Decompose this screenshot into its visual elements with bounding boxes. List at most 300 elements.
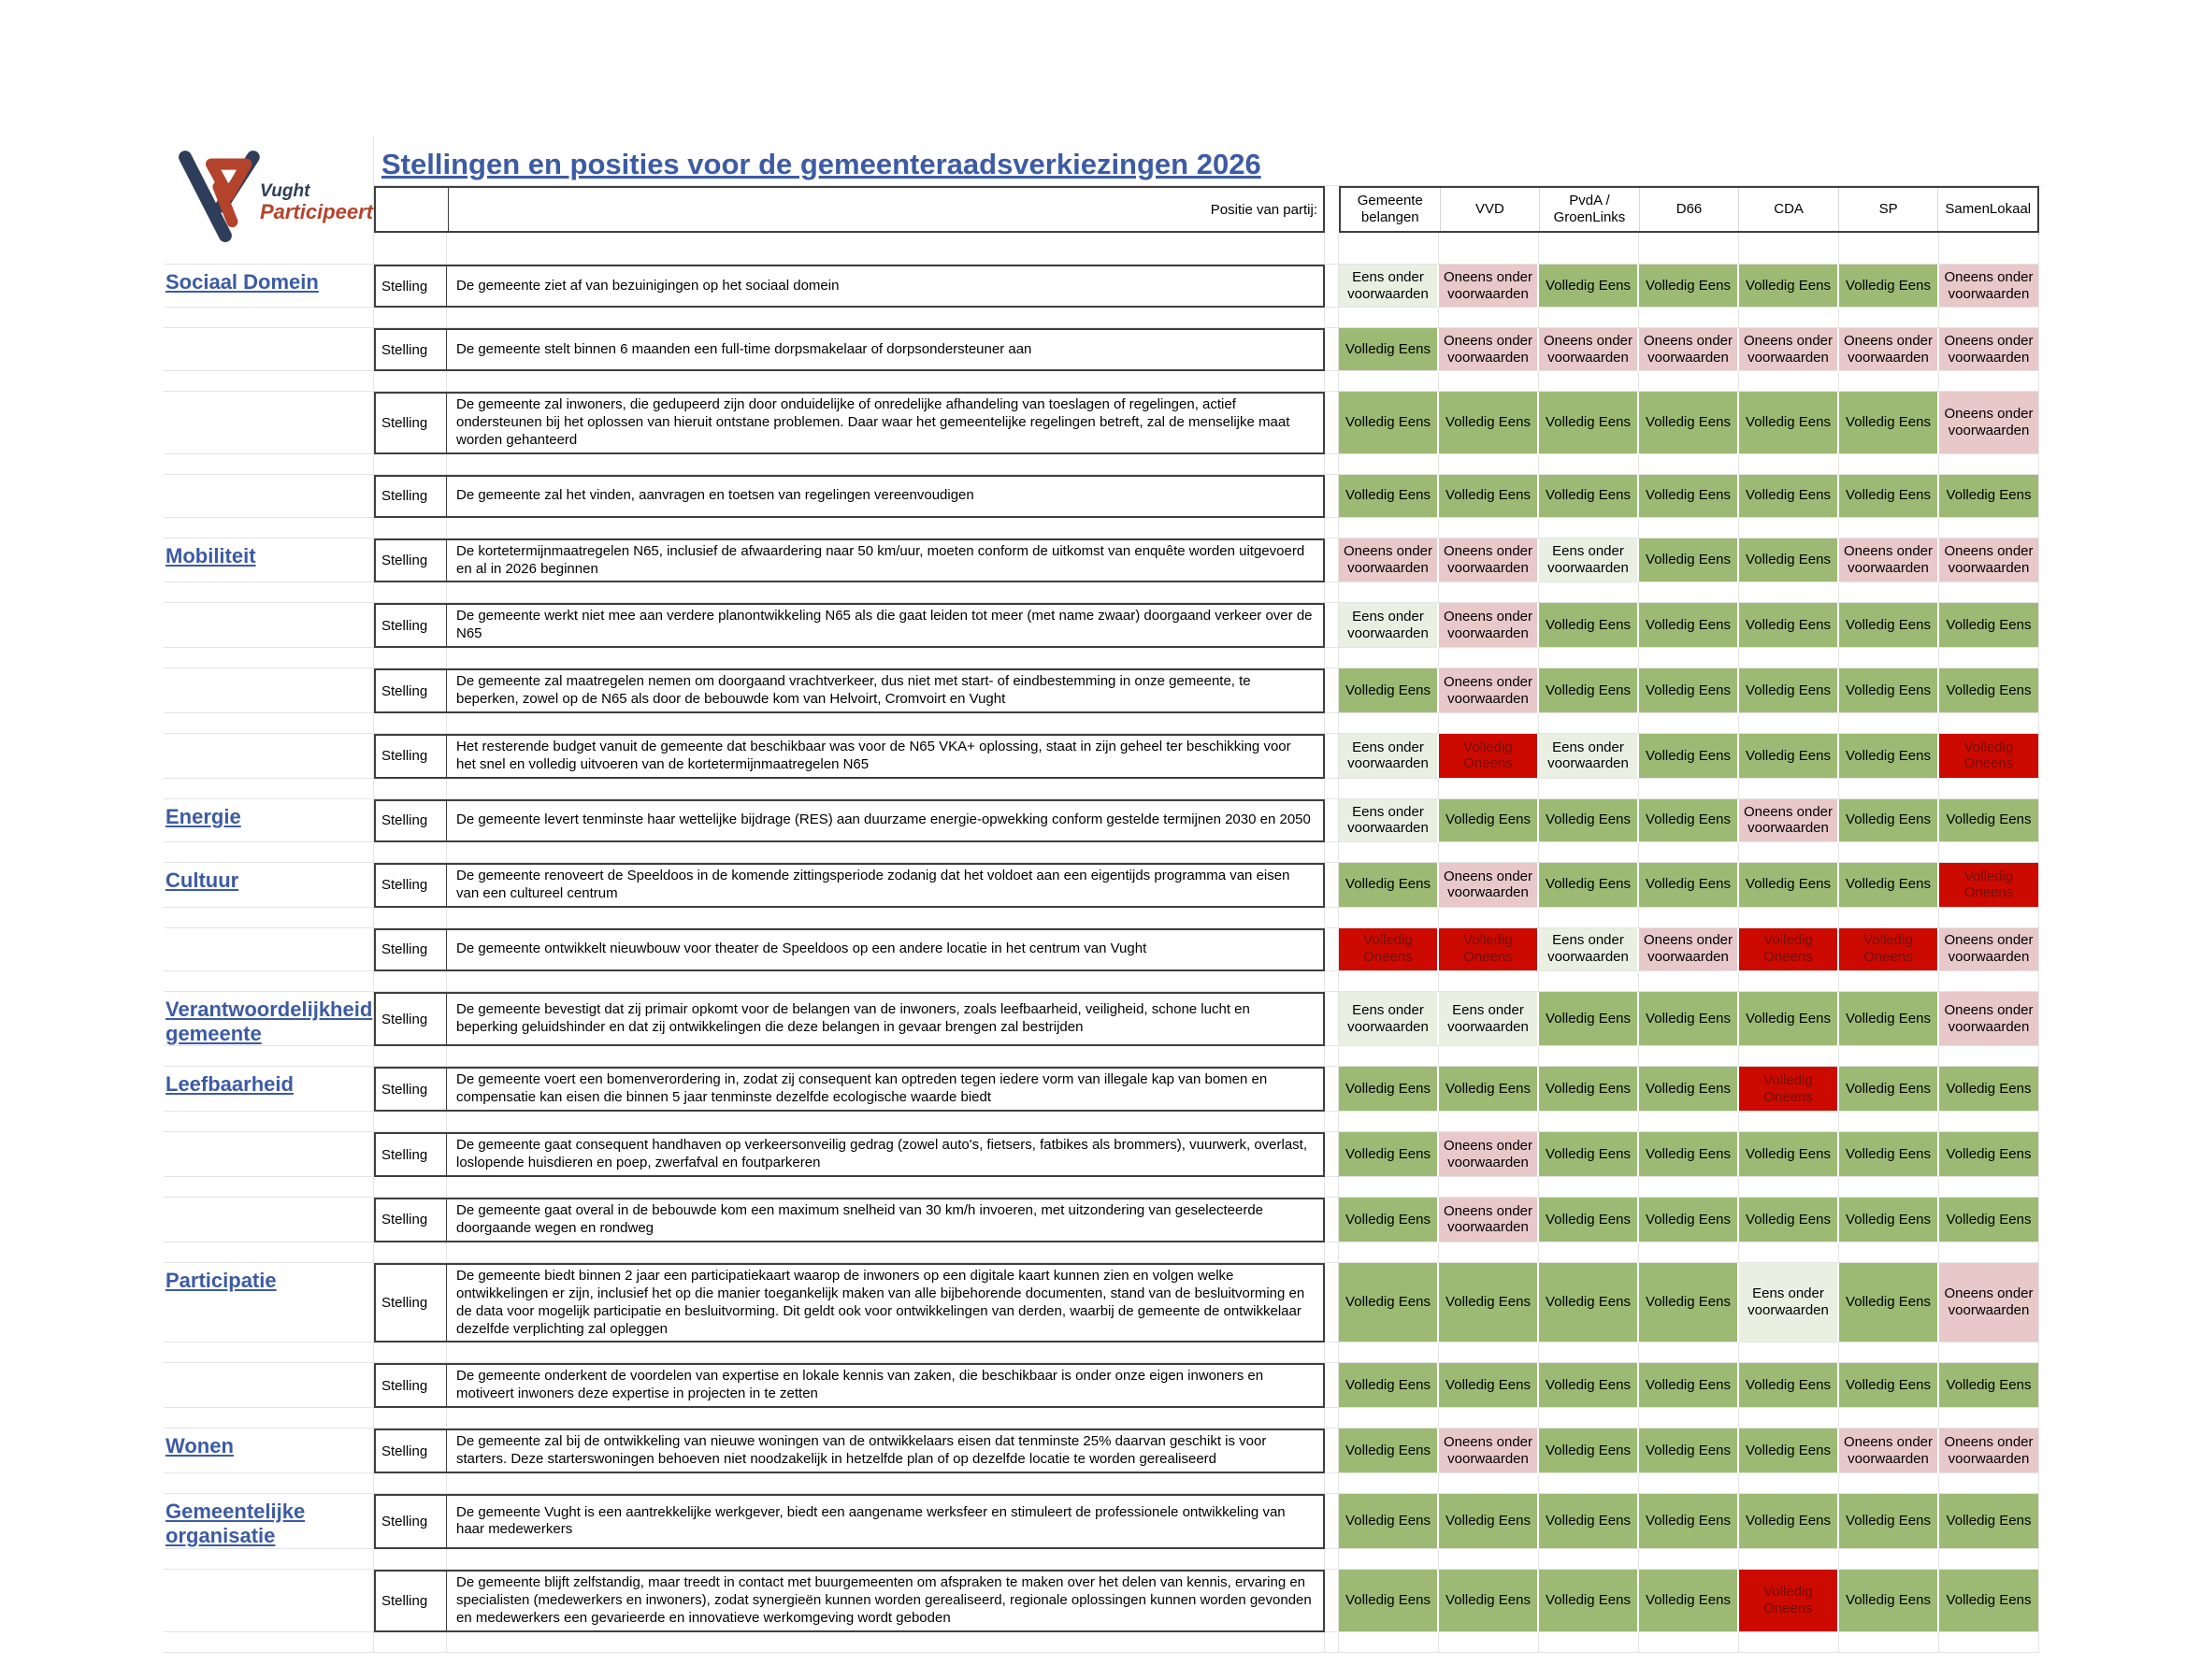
section-link[interactable]: Mobiliteit [165, 543, 256, 567]
stelling-label: Stelling [374, 928, 447, 971]
position-cell: Oneens onder voorwaarden [1439, 328, 1539, 371]
gap-cell [1325, 1263, 1339, 1343]
grid-cell [1439, 1473, 1539, 1494]
grid-cell [1739, 908, 1839, 928]
party-column-header: PvdA / GroenLinks [1540, 188, 1640, 231]
grid-cell [1739, 1408, 1839, 1429]
grid-cell [447, 582, 1325, 603]
grid-cell [1939, 713, 2039, 734]
position-cell: Volledig Eens [1739, 538, 1839, 583]
stelling-text: De kortetermijnmaatregelen N65, inclusief de afwaardering naar 50 km/uur, moeten conform de uitkomst van enquête worden uitgevoerd en al in 2026 beginnen [447, 538, 1325, 583]
vught-participeert-logo-mark [173, 141, 264, 253]
grid-cell [1839, 1549, 1939, 1570]
grid-cell [1439, 1632, 1539, 1653]
grid-cell [374, 308, 447, 328]
section-cell [164, 328, 374, 371]
grid-cell [164, 1549, 374, 1570]
grid-cell [1325, 233, 1339, 265]
grid-cell [1639, 779, 1739, 799]
section-cell [164, 475, 374, 518]
grid-cell [1325, 779, 1339, 799]
grid-cell [1739, 518, 1839, 538]
grid-cell [374, 648, 447, 668]
page-title[interactable]: Stellingen en posities voor de gemeenteraadsverkiezingen 2026 [381, 148, 1261, 180]
stelling-label: Stelling [374, 1198, 447, 1242]
grid-cell [374, 582, 447, 603]
position-cell: Volledig Oneens [1339, 928, 1439, 971]
position-cell: Oneens onder voorwaarden [1439, 1132, 1539, 1177]
stelling-text: Het resterende budget vanuit de gemeente dat beschikbaar was voor de N65 VKA+ oplossing, staat in zijn geheel ter beschikking voor het snel en volledig uitvoeren van de kortetermijnmaatregelen N65 [447, 734, 1325, 779]
grid-cell [1739, 582, 1839, 603]
grid-cell [1639, 371, 1739, 392]
statement-row [164, 603, 2041, 648]
position-cell: Volledig Eens [1339, 475, 1439, 518]
position-cell: Eens onder voorwaarden [1539, 734, 1639, 779]
position-cell: Volledig Eens [1839, 863, 1939, 908]
grid-cell [1339, 842, 1439, 863]
grid-cell [1939, 908, 2039, 928]
grid-cell [1439, 971, 1539, 992]
grid-cell [1539, 1112, 1639, 1132]
grid-cell [447, 1632, 1325, 1653]
position-cell: Volledig Eens [1739, 668, 1839, 713]
grid-cell [1325, 454, 1339, 475]
position-cell: Volledig Oneens [1739, 928, 1839, 971]
grid-cell [164, 971, 374, 992]
grid-cell [164, 582, 374, 603]
position-cell: Eens onder voorwaarden [1339, 265, 1439, 308]
grid-cell [1639, 1473, 1739, 1494]
grid-cell [164, 1112, 374, 1132]
spreadsheet [164, 136, 2041, 1653]
grid-cell [1739, 1473, 1839, 1494]
grid-cell [1439, 582, 1539, 603]
position-cell: Volledig Eens [1839, 992, 1939, 1047]
grid-cell [1439, 1046, 1539, 1067]
grid-cell [1939, 582, 2039, 603]
stelling-label: Stelling [374, 603, 447, 648]
position-cell: Volledig Eens [1639, 392, 1739, 454]
grid-cell [1639, 308, 1739, 328]
spacer-row [164, 779, 2041, 799]
grid-cell [1739, 454, 1839, 475]
position-cell: Volledig Eens [1539, 992, 1639, 1047]
section-cell [164, 928, 374, 971]
section-cell [164, 1263, 374, 1343]
grid-cell [1539, 1632, 1639, 1653]
spacer-row [164, 582, 2041, 603]
gap-cell [1325, 1198, 1339, 1242]
grid-cell [1339, 1046, 1439, 1067]
grid-cell [1939, 518, 2039, 538]
stelling-text: De gemeente biedt binnen 2 jaar een participatiekaart waarop de inwoners op een digitale kaart kunnen zien en volgen welke ontwikkelingen er zijn, inclusief het op die manier toegankelijk maken van alle bijbehorende documenten, stand van de besluitvorming en de data voor mogelijk participatie en besluitvorming. Dit geldt ook voor ontwikkelingen van derden, waarbij de gemeente de ontwikkelaar dezelfde verplichting zal opleggen [447, 1263, 1325, 1343]
position-cell: Volledig Eens [1339, 1494, 1439, 1549]
grid-cell [1539, 1343, 1639, 1363]
grid-cell [1639, 1112, 1739, 1132]
grid-cell [1739, 1242, 1839, 1263]
position-cell: Volledig Eens [1539, 1067, 1639, 1112]
grid-cell [1539, 1177, 1639, 1198]
grid-cell [1839, 1112, 1939, 1132]
grid-cell [1339, 1473, 1439, 1494]
grid-cell [1539, 1408, 1639, 1429]
stelling-text: De gemeente zal inwoners, die gedupeerd zijn door onduidelijke of onredelijke afhandeling van toeslagen of regelingen, actief ondersteunen bij het oplossen van hieruit ontstane problemen. Daar waar het gemeentelijke regelingen betreft, zal de menselijke maat worden gehanteerd [447, 392, 1325, 454]
position-cell: Volledig Eens [1539, 1570, 1639, 1632]
gap-cell [1325, 186, 1339, 233]
grid-cell [1339, 454, 1439, 475]
section-link[interactable]: Verantwoordelijkheid gemeente [165, 997, 373, 1045]
party-column-header: Gemeente belangen [1341, 188, 1441, 231]
grid-cell [1939, 1408, 2039, 1429]
position-cell: Volledig Eens [1739, 1363, 1839, 1408]
position-cell: Volledig Eens [1539, 265, 1639, 308]
position-cell: Volledig Eens [1639, 1198, 1739, 1242]
grid-cell [1325, 518, 1339, 538]
stelling-text: De gemeente gaat overal in de bebouwde kom een maximum snelheid van 30 km/h invoeren, met uitzondering van geselecteerde doorgaande wegen en rondweg [447, 1198, 1325, 1242]
position-cell: Volledig Eens [1939, 1067, 2039, 1112]
stelling-label: Stelling [374, 1263, 447, 1343]
position-cell: Volledig Eens [1639, 1263, 1739, 1343]
grid-cell [1939, 1632, 2039, 1653]
grid-cell [374, 713, 447, 734]
party-column-header: D66 [1640, 188, 1740, 231]
grid-cell [1439, 779, 1539, 799]
stelling-text: De gemeente zal maatregelen nemen om doorgaand vrachtverkeer, dus niet met start- of eindbestemming in onze gemeente, te beperken, zowel op de N65 als door de bebouwde kom van Helvoirt, Cromvoirt en Vught [447, 668, 1325, 713]
grid-cell [374, 1408, 447, 1429]
stelling-label: Stelling [374, 1363, 447, 1408]
grid-cell [1325, 1632, 1339, 1653]
position-cell: Volledig Eens [1539, 799, 1639, 842]
grid-cell [1339, 371, 1439, 392]
grid-cell [1839, 582, 1939, 603]
grid-cell [1439, 308, 1539, 328]
grid-cell [447, 308, 1325, 328]
section-link[interactable]: Energie [165, 804, 241, 828]
grid-cell [1325, 308, 1339, 328]
position-cell: Oneens onder voorwaarden [1339, 538, 1439, 583]
grid-cell [374, 908, 447, 928]
position-cell: Volledig Eens [1639, 265, 1739, 308]
position-cell: Eens onder voorwaarden [1439, 992, 1539, 1047]
party-header-row [1339, 186, 2039, 233]
grid-cell [1739, 1549, 1839, 1570]
position-cell: Volledig Oneens [1939, 734, 2039, 779]
grid-cell [1325, 971, 1339, 992]
position-cell: Volledig Eens [1339, 328, 1439, 371]
stelling-text: De gemeente stelt binnen 6 maanden een full-time dorpsmakelaar of dorpsondersteuner aan [447, 328, 1325, 371]
position-cell: Volledig Eens [1639, 992, 1739, 1047]
section-cell [164, 863, 374, 908]
stelling-label: Stelling [374, 1570, 447, 1632]
grid-cell [1939, 1112, 2039, 1132]
gap-cell [1325, 1494, 1339, 1549]
position-cell: Volledig Eens [1639, 668, 1739, 713]
spacer-row [164, 371, 2041, 392]
grid-cell [1539, 713, 1639, 734]
position-cell: Eens onder voorwaarden [1339, 603, 1439, 648]
grid-cell [164, 1408, 374, 1429]
spacer-row [164, 308, 2041, 328]
position-cell: Volledig Eens [1939, 1363, 2039, 1408]
position-cell: Oneens onder voorwaarden [1839, 1429, 1939, 1473]
position-cell: Oneens onder voorwaarden [1439, 863, 1539, 908]
position-cell: Volledig Eens [1839, 1570, 1939, 1632]
grid-cell [1939, 233, 2039, 265]
grid-cell [1539, 908, 1639, 928]
position-cell: Oneens onder voorwaarden [1539, 328, 1639, 371]
grid-cell [1439, 518, 1539, 538]
grid-cell [1839, 971, 1939, 992]
party-column-header: VVD [1441, 188, 1541, 231]
grid-cell [1939, 454, 2039, 475]
grid-cell [1639, 1242, 1739, 1263]
position-cell: Volledig Eens [1539, 1198, 1639, 1242]
grid-cell [1639, 582, 1739, 603]
spacer-row [164, 908, 2041, 928]
spacer-row [164, 713, 2041, 734]
grid-cell [1739, 233, 1839, 265]
stelling-text: De gemeente ontwikkelt nieuwbouw voor theater de Speeldoos op een andere locatie in het centrum van Vught [447, 928, 1325, 971]
stelling-header-cell [376, 188, 449, 231]
position-cell: Volledig Eens [1339, 1363, 1439, 1408]
position-cell: Volledig Eens [1839, 799, 1939, 842]
position-cell: Oneens onder voorwaarden [1939, 392, 2039, 454]
grid-cell [1739, 779, 1839, 799]
grid-cell [1339, 233, 1439, 265]
gap-cell [1325, 265, 1339, 308]
spacer-row [164, 648, 2041, 668]
position-cell: Volledig Eens [1939, 1570, 2039, 1632]
statement-row [164, 1570, 2041, 1632]
position-cell: Eens onder voorwaarden [1339, 992, 1439, 1047]
spacer-row [164, 518, 2041, 538]
section-link[interactable]: Sociaal Domein [165, 270, 319, 294]
grid-cell [447, 713, 1325, 734]
grid-cell [1839, 1473, 1939, 1494]
grid-cell [1739, 1632, 1839, 1653]
position-cell: Volledig Eens [1539, 475, 1639, 518]
grid-cell [374, 233, 447, 265]
grid-cell [164, 842, 374, 863]
stelling-label: Stelling [374, 328, 447, 371]
statement-row [164, 992, 2041, 1047]
grid-cell [1839, 1343, 1939, 1363]
spacer-row [164, 1177, 2041, 1198]
stelling-label: Stelling [374, 863, 447, 908]
grid-cell [1439, 454, 1539, 475]
grid-cell [1739, 1177, 1839, 1198]
section-cell [164, 1363, 374, 1408]
position-cell: Volledig Eens [1539, 392, 1639, 454]
spacer-row [164, 1473, 2041, 1494]
grid-cell [374, 971, 447, 992]
grid-cell [1939, 1473, 2039, 1494]
position-header-box [374, 186, 1325, 233]
position-of-party-label: Positie van partij: [1210, 201, 1317, 218]
grid-cell [1739, 1112, 1839, 1132]
logo-word-participeert: Participeert [259, 199, 373, 223]
grid-cell [447, 779, 1325, 799]
grid-cell [1939, 308, 2039, 328]
gap-cell [1325, 538, 1339, 583]
gap-cell [1325, 1363, 1339, 1408]
grid-cell [1325, 1473, 1339, 1494]
section-link[interactable]: Wonen [165, 1434, 234, 1458]
grid-cell [1339, 1408, 1439, 1429]
position-cell: Volledig Oneens [1739, 1570, 1839, 1632]
gap-cell [1325, 928, 1339, 971]
grid-cell [1339, 908, 1439, 928]
stelling-text: De gemeente voert een bomenverordering in, zodat zij consequent kan optreden tegen iedere vorm van illegale kap van bomen en compensatie kan eisen die binnen 5 jaar tenminste dezelfde ecologische waarde biedt [447, 1067, 1325, 1112]
grid-cell [164, 371, 374, 392]
position-cell: Volledig Eens [1839, 392, 1939, 454]
stelling-text: De gemeente zal het vinden, aanvragen en toetsen van regelingen vereenvoudigen [447, 475, 1325, 518]
stelling-label: Stelling [374, 392, 447, 454]
position-cell: Oneens onder voorwaarden [1939, 328, 2039, 371]
position-cell: Volledig Eens [1839, 668, 1939, 713]
position-cell: Volledig Eens [1539, 863, 1639, 908]
position-cell: Eens onder voorwaarden [1539, 538, 1639, 583]
position-cell: Volledig Eens [1639, 1363, 1739, 1408]
grid-cell [1639, 1632, 1739, 1653]
stelling-text: De gemeente zal bij de ontwikkeling van nieuwe woningen van de ontwikkelaars eisen dat tenminste 25% daarvan geschikt is voor starters. Deze starterswoningen behoeven niet noodzakelijk in hetzelfde plan of op dezelfde locatie te worden gerealiseerd [447, 1429, 1325, 1473]
statement-row [164, 1429, 2041, 1473]
position-cell: Volledig Eens [1939, 475, 2039, 518]
grid-cell [1339, 1177, 1439, 1198]
grid-cell [447, 1473, 1325, 1494]
section-cell [164, 265, 374, 308]
position-cell: Oneens onder voorwaarden [1939, 928, 2039, 971]
grid-cell [1339, 1632, 1439, 1653]
position-cell: Volledig Eens [1339, 1429, 1439, 1473]
position-cell: Volledig Eens [1739, 734, 1839, 779]
section-cell [164, 1494, 374, 1549]
gap-cell [1325, 392, 1339, 454]
position-cell: Volledig Eens [1839, 1132, 1939, 1177]
grid-cell [1739, 1046, 1839, 1067]
section-link[interactable]: Leefbaarheid [165, 1072, 294, 1097]
section-link[interactable]: Cultuur [165, 868, 239, 892]
position-cell: Volledig Eens [1539, 1263, 1639, 1343]
statement-row [164, 928, 2041, 971]
grid-cell [1639, 454, 1739, 475]
grid-cell [1839, 371, 1939, 392]
section-link[interactable]: Participatie [165, 1268, 277, 1292]
sheet-body [164, 265, 2041, 1653]
position-cell: Volledig Eens [1739, 475, 1839, 518]
position-cell: Volledig Eens [1939, 1494, 2039, 1549]
position-cell: Volledig Eens [1839, 1263, 1939, 1343]
grid-cell [1639, 518, 1739, 538]
grid-cell [1439, 371, 1539, 392]
position-cell: Volledig Eens [1439, 1494, 1539, 1549]
grid-cell [164, 648, 374, 668]
grid-cell [1339, 1112, 1439, 1132]
gap-cell [1325, 1067, 1339, 1112]
grid-cell [1839, 1408, 1939, 1429]
grid-cell [1539, 842, 1639, 863]
grid-cell [447, 1408, 1325, 1429]
grid-cell [1539, 233, 1639, 265]
position-cell: Volledig Eens [1439, 475, 1539, 518]
grid-cell [164, 308, 374, 328]
grid-cell [1739, 308, 1839, 328]
grid-cell [1839, 308, 1939, 328]
position-cell: Oneens onder voorwaarden [1439, 668, 1539, 713]
position-cell: Volledig Eens [1539, 1363, 1639, 1408]
position-cell: Oneens onder voorwaarden [1839, 538, 1939, 583]
grid-cell [1339, 648, 1439, 668]
grid-cell [1839, 518, 1939, 538]
grid-cell [1325, 1408, 1339, 1429]
stelling-label: Stelling [374, 1067, 447, 1112]
grid-cell [447, 1177, 1325, 1198]
position-cell: Volledig Eens [1339, 1198, 1439, 1242]
header-right [374, 136, 2041, 265]
statement-row [164, 392, 2041, 454]
grid-cell [1939, 1549, 2039, 1570]
position-cell: Volledig Eens [1739, 863, 1839, 908]
grid-cell [374, 1242, 447, 1263]
position-cell: Volledig Eens [1739, 1198, 1839, 1242]
gap-cell [1325, 1429, 1339, 1473]
grid-cell [1439, 908, 1539, 928]
grid-cell [374, 1177, 447, 1198]
position-cell: Volledig Eens [1739, 1494, 1839, 1549]
position-cell: Volledig Eens [1339, 1263, 1439, 1343]
position-cell: Eens onder voorwaarden [1539, 928, 1639, 971]
stelling-label: Stelling [374, 668, 447, 713]
stelling-text: De gemeente werkt niet mee aan verdere planontwikkeling N65 als die gaat leiden tot meer (met name zwaar) doorgaand verkeer over de N65 [447, 603, 1325, 648]
grid-cell [1325, 1177, 1339, 1198]
grid-cell [1339, 971, 1439, 992]
grid-cell [1439, 1549, 1539, 1570]
statement-row [164, 328, 2041, 371]
grid-cell [374, 1549, 447, 1570]
grid-cell [1739, 971, 1839, 992]
position-cell: Volledig Eens [1839, 475, 1939, 518]
grid-cell [447, 908, 1325, 928]
grid-cell [164, 908, 374, 928]
grid-cell [1639, 233, 1739, 265]
section-cell [164, 992, 374, 1047]
section-link[interactable]: Gemeentelijke organisatie [165, 1499, 306, 1547]
stelling-text: De gemeente Vught is een aantrekkelijke werkgever, biedt een aangename werksfeer en stimuleert de professionele ontwikkeling van haar medewerkers [447, 1494, 1325, 1549]
grid-cell [447, 1242, 1325, 1263]
statement-row [164, 668, 2041, 713]
grid-cell [1339, 1343, 1439, 1363]
grid-cell [447, 1343, 1325, 1363]
position-cell: Oneens onder voorwaarden [1939, 1263, 2039, 1343]
grid-cell [1939, 1177, 2039, 1198]
grid-cell [164, 1177, 374, 1198]
position-cell: Oneens onder voorwaarden [1439, 265, 1539, 308]
grid-cell [1325, 371, 1339, 392]
gap-cell [1325, 863, 1339, 908]
grid-cell [1339, 779, 1439, 799]
grid-cell [1539, 1242, 1639, 1263]
grid-cell [1325, 1343, 1339, 1363]
position-cell: Volledig Eens [1839, 265, 1939, 308]
spacer-row [164, 454, 2041, 475]
gap-cell [1325, 1570, 1339, 1632]
grid-cell [1325, 1112, 1339, 1132]
position-cell: Volledig Eens [1639, 1570, 1739, 1632]
position-cell: Oneens onder voorwaarden [1439, 538, 1539, 583]
statement-row [164, 1494, 2041, 1549]
grid-cell [1439, 1177, 1539, 1198]
grid-cell [1839, 1242, 1939, 1263]
